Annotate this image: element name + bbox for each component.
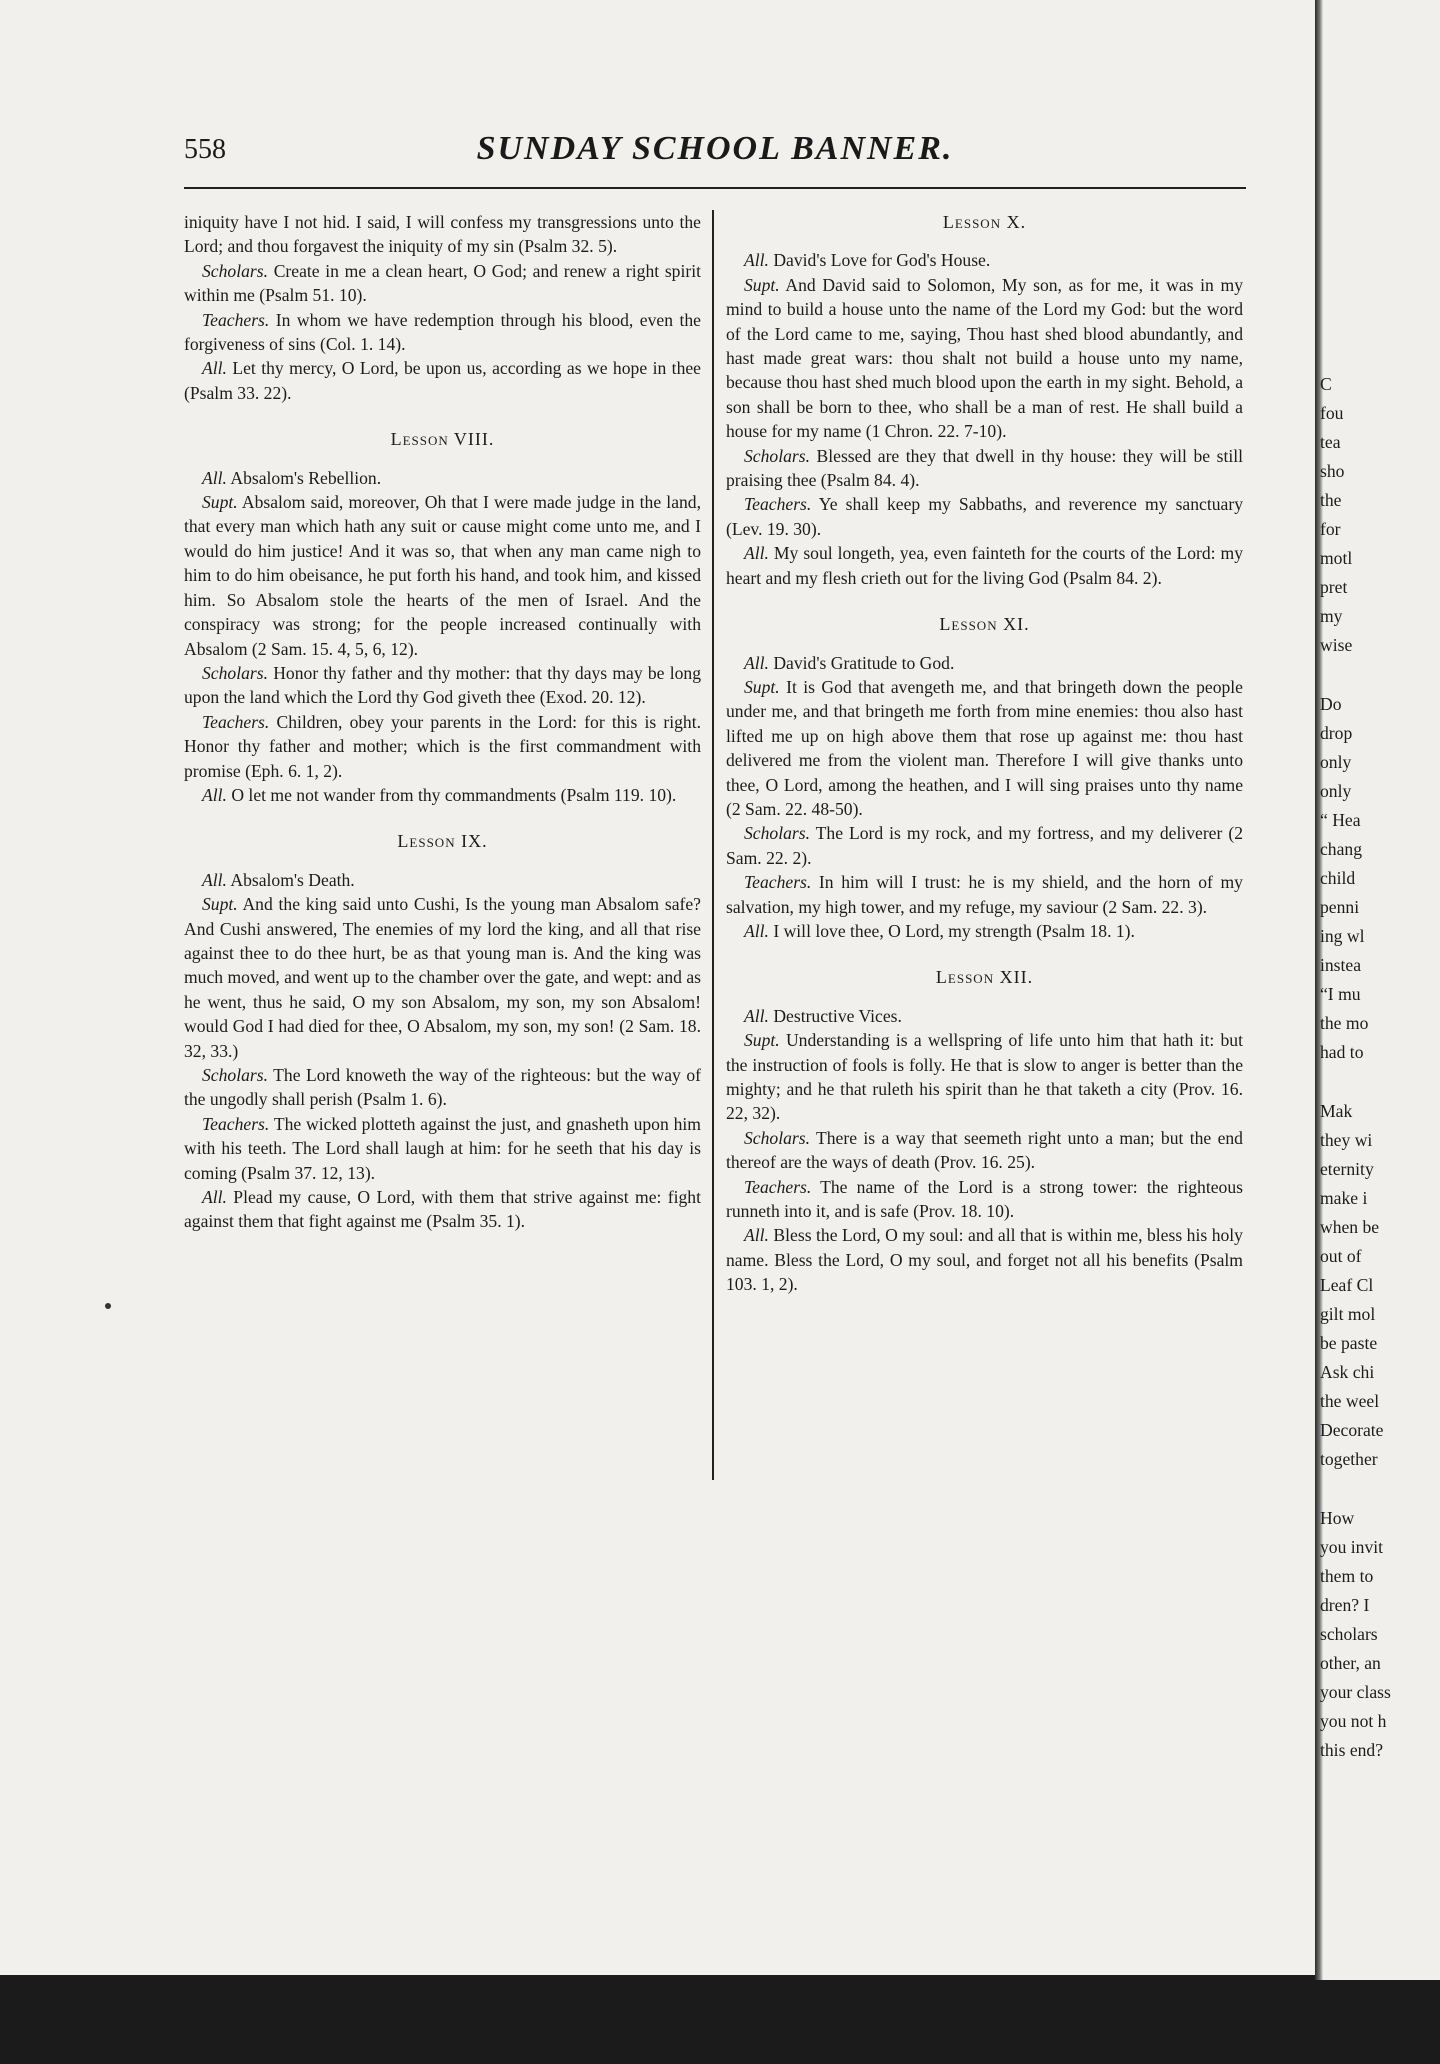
fragment-line: chang bbox=[1320, 839, 1363, 859]
speaker-label: All. bbox=[744, 920, 769, 941]
scholars-reading: Scholars. The Lord knoweth the way of the righteous: but the way of the ungodly shall perish (Psalm 1. 6). bbox=[184, 1065, 701, 1110]
lesson-title: All. Absalom's Rebellion. bbox=[202, 467, 382, 488]
speaker-label: Teachers. bbox=[744, 1176, 812, 1197]
fragment-line: tea bbox=[1320, 432, 1341, 452]
speaker-label: All. bbox=[744, 250, 769, 271]
supt-reading: Supt. And the king said unto Cushi, Is the young man Absalom safe? And Cushi answered, The enemies of my lord the king, and all that rise against thee to do thee hurt, be as that young man is. And the king was much moved, and went up to the chamber over the gate, and wept: and as he went, thus he said, O my son Absalom, my son, my son Absalom! would God I had died for thee, O Absalom, my son, my son! (2 Sam. 18. 32, 33.) bbox=[184, 894, 701, 1061]
speaker-label: Supt. bbox=[744, 1030, 780, 1051]
fragment-line: child bbox=[1320, 868, 1356, 888]
all-reading: All. Bless the Lord, O my soul: and all that is within me, bless his holy name. Bless the Lord, O my soul, and forget not all his benefits (Psalm 103. 1, 2). bbox=[726, 1225, 1243, 1295]
fragment-line: out of bbox=[1320, 1246, 1362, 1266]
teachers-reading: Teachers. In him will I trust: he is my shield, and the horn of my salvation, my high tower, and my refuge, my saviour (2 Sam. 22. 3). bbox=[726, 872, 1243, 917]
fragment-line: drop bbox=[1320, 723, 1353, 743]
lesson-title: All. Destructive Vices. bbox=[744, 1005, 902, 1026]
fragment-line: “ Hea bbox=[1320, 810, 1361, 830]
fragment-line: only bbox=[1320, 781, 1352, 801]
fragment-line: C bbox=[1320, 374, 1332, 394]
speaker-label: Scholars. bbox=[202, 662, 268, 683]
fragment-line: my bbox=[1320, 606, 1343, 626]
intro-scholars: Scholars. Create in me a clean heart, O God; and renew a right spirit within me (Psalm 51. 10). bbox=[184, 260, 701, 306]
all-reading: All. Plead my cause, O Lord, with them that strive against me: fight against them that fight against me (Psalm 35. 1). bbox=[184, 1187, 701, 1232]
fragment-line: make i bbox=[1320, 1188, 1368, 1208]
scan-background bbox=[0, 1975, 1315, 2064]
paragraph-gap bbox=[1320, 660, 1440, 690]
speaker-label: Scholars. bbox=[202, 1065, 268, 1085]
fragment-line: eternity bbox=[1320, 1159, 1374, 1179]
speaker-label: Supt. bbox=[202, 894, 238, 915]
fragment-line: for bbox=[1320, 519, 1341, 539]
fragment-line: when be bbox=[1320, 1217, 1380, 1237]
fragment-line: scholars bbox=[1320, 1624, 1378, 1644]
speaker-label: Teachers. bbox=[202, 309, 270, 330]
lesson-heading: Lesson VIII. bbox=[390, 429, 495, 450]
scholars-reading: Scholars. There is a way that seemeth right unto a man; but the end thereof are the ways of death (Prov. 16. 25). bbox=[726, 1127, 1243, 1173]
running-title: SUNDAY SCHOOL BANNER. bbox=[476, 130, 954, 167]
fragment-line: only bbox=[1320, 752, 1352, 772]
teachers-reading: Teachers. Ye shall keep my Sabbaths, and reverence my sanctuary (Lev. 19. 30). bbox=[726, 494, 1243, 539]
speaker-label: All. bbox=[202, 869, 227, 890]
fragment-line: instea bbox=[1320, 955, 1362, 975]
all-reading: All. My soul longeth, yea, even fainteth for the courts of the Lord: my heart and my flesh crieth out for the living God (Psalm 84. 2). bbox=[726, 543, 1243, 588]
speaker-label: All. bbox=[202, 467, 227, 488]
fragment-line: Decorate bbox=[1320, 1420, 1384, 1440]
fragment-line: Mak bbox=[1320, 1101, 1353, 1121]
fragment-line: sho bbox=[1320, 461, 1345, 481]
paragraph-gap bbox=[1320, 1474, 1440, 1504]
ink-speck bbox=[105, 1303, 111, 1309]
intro-teachers: Teachers. In whom we have redemption through his blood, even the forgiveness of sins (Col. 1. 14). bbox=[184, 309, 701, 355]
speaker-label: All. bbox=[202, 1187, 227, 1208]
fragment-line: the mo bbox=[1320, 1013, 1369, 1033]
right-column bbox=[726, 210, 1243, 1297]
fragment-line: “I mu bbox=[1320, 984, 1361, 1004]
fragment-line: How bbox=[1320, 1508, 1355, 1528]
fragment-line: this end? bbox=[1320, 1740, 1384, 1760]
lesson-title: All. David's Love for God's House. bbox=[744, 250, 991, 271]
all-reading: All. I will love thee, O Lord, my strength (Psalm 18. 1). bbox=[744, 920, 1135, 941]
speaker-label: All. bbox=[744, 543, 769, 564]
fragment-line: dren? I bbox=[1320, 1595, 1370, 1615]
speaker-label: Teachers. bbox=[202, 711, 270, 732]
fragment-line: them to bbox=[1320, 1566, 1374, 1586]
lesson-heading: Lesson XI. bbox=[939, 614, 1030, 635]
scan-background bbox=[1315, 1980, 1440, 2064]
supt-reading: Supt. Absalom said, moreover, Oh that I were made judge in the land, that every man which hath any suit or cause might come unto me, and I would do him justice! And it was so, that when any man came nigh to him to do him obeisance, he put forth his hand, and took him, and kissed him. So Absalom stole the hearts of the men of Israel. And the conspiracy was strong; for the people increased continually with Absalom (2 Sam. 15. 4, 5, 6, 12). bbox=[184, 492, 701, 659]
fragment-line: pret bbox=[1320, 577, 1348, 597]
teachers-reading: Teachers. The name of the Lord is a strong tower: the righteous runneth into it, and is safe (Prov. 18. 10). bbox=[726, 1176, 1243, 1222]
fragment-line: the weel bbox=[1320, 1391, 1380, 1411]
intro-all: All. Let thy mercy, O Lord, be upon us, according as we hope in thee (Psalm 33. 22). bbox=[184, 358, 701, 403]
header-rule bbox=[184, 187, 1246, 189]
fragment-line: wise bbox=[1320, 635, 1353, 655]
speaker-label: Supt. bbox=[744, 676, 780, 697]
fragment-line: Do bbox=[1320, 694, 1342, 714]
fragment-line: the bbox=[1320, 490, 1342, 510]
speaker-label: Scholars. bbox=[744, 445, 810, 466]
fragment-line: penni bbox=[1320, 897, 1360, 917]
page-number: 558 bbox=[184, 134, 226, 165]
speaker-label: Teachers. bbox=[744, 494, 812, 515]
supt-reading: Supt. And David said to Solomon, My son, as for me, it was in my mind to build a house unto the name of the Lord my God: but the word of the Lord came to me, saying, Thou hast shed blood abundantly, and hast made great wars: thou shalt not build a house unto my name, because thou hast shed much blood upon the earth in my sight. Behold, a son shall be born to thee, who shall be a man of rest. He shall build a house for my name (1 Chron. 22. 7-10). bbox=[726, 274, 1243, 442]
fragment-line: motl bbox=[1320, 548, 1353, 568]
speaker-label: Scholars. bbox=[744, 823, 810, 844]
fragment-line: be paste bbox=[1320, 1333, 1378, 1353]
speaker-label: Teachers. bbox=[744, 872, 812, 893]
fragment-line: Ask chi bbox=[1320, 1362, 1375, 1382]
lesson-heading: Lesson XII. bbox=[935, 967, 1034, 988]
fragment-line: ing wl bbox=[1320, 926, 1365, 946]
lesson-title: All. Absalom's Death. bbox=[202, 869, 355, 890]
speaker-label: Scholars. bbox=[744, 1127, 810, 1148]
column-divider bbox=[712, 210, 714, 1480]
fragment-line: had to bbox=[1320, 1042, 1364, 1062]
paragraph-gap bbox=[1320, 1067, 1440, 1097]
speaker-label: Supt. bbox=[744, 274, 780, 295]
supt-reading: Supt. Understanding is a wellspring of life unto him that hath it: but the instruction of fools is folly. He that is slow to anger is better than the mighty; and he that ruleth his spirit than he that taketh a city (Prov. 16. 22, 32). bbox=[726, 1030, 1243, 1124]
speaker-label: Supt. bbox=[202, 492, 238, 513]
scholars-reading: Scholars. Blessed are they that dwell in thy house: they will be still praising thee (Psalm 84. 4). bbox=[726, 445, 1243, 491]
fragment-line: other, an bbox=[1320, 1653, 1381, 1673]
fragment-line: fou bbox=[1320, 403, 1344, 423]
fragment-line: you not h bbox=[1320, 1711, 1387, 1731]
scholars-reading: Scholars. The Lord is my rock, and my fortress, and my deliverer (2 Sam. 22. 2). bbox=[726, 823, 1243, 868]
lesson-heading: Lesson X. bbox=[942, 212, 1027, 232]
speaker-label: All. bbox=[202, 358, 227, 379]
left-column bbox=[184, 210, 701, 1234]
speaker-label: All. bbox=[744, 1225, 769, 1246]
page-header bbox=[184, 130, 1246, 178]
speaker-label: Scholars. bbox=[202, 260, 268, 281]
intro-continuation: iniquity have I not hid. I said, I will confess my transgressions unto the Lord; and thou forgavest the iniquity of my sin (Psalm 32. 5). bbox=[184, 212, 701, 257]
fragment-line: gilt mol bbox=[1320, 1304, 1376, 1324]
speaker-label: All. bbox=[744, 652, 769, 673]
fragment-line: you invit bbox=[1320, 1537, 1384, 1557]
teachers-reading: Teachers. The wicked plotteth against the just, and gnasheth upon him with his teeth. The Lord shall laugh at him: for he seeth that his day is coming (Psalm 37. 12, 13). bbox=[184, 1113, 701, 1183]
fragment-line: Leaf Cl bbox=[1320, 1275, 1374, 1295]
speaker-label: All. bbox=[744, 1005, 769, 1026]
fragment-line: they wi bbox=[1320, 1130, 1373, 1150]
teachers-reading: Teachers. Children, obey your parents in the Lord: for this is right. Honor thy father and mother; which is the first commandment with promise (Eph. 6. 1, 2). bbox=[184, 711, 701, 781]
lesson-title: All. David's Gratitude to God. bbox=[744, 652, 955, 673]
speaker-label: All. bbox=[202, 784, 227, 805]
speaker-label: Teachers. bbox=[202, 1113, 270, 1134]
adjacent-page-fragments bbox=[1320, 370, 1440, 1765]
supt-reading: Supt. It is God that avengeth me, and that bringeth down the people under me, and that bringeth me forth from mine enemies: thou also hast lifted me up on high above them that rose up against me: thou hast delivered me from the violent man. Therefore I will give thanks unto thee, O Lord, among the heathen, and I will sing praises unto thy name (2 Sam. 22. 48-50). bbox=[726, 676, 1243, 819]
fragment-line: together bbox=[1320, 1449, 1378, 1469]
all-reading: All. O let me not wander from thy commandments (Psalm 119. 10). bbox=[202, 784, 677, 805]
scholars-reading: Scholars. Honor thy father and thy mother: that thy days may be long upon the land which the Lord thy God giveth thee (Exod. 20. 12). bbox=[184, 662, 701, 708]
lesson-heading: Lesson IX. bbox=[397, 831, 488, 852]
fragment-line: your class bbox=[1320, 1682, 1391, 1702]
